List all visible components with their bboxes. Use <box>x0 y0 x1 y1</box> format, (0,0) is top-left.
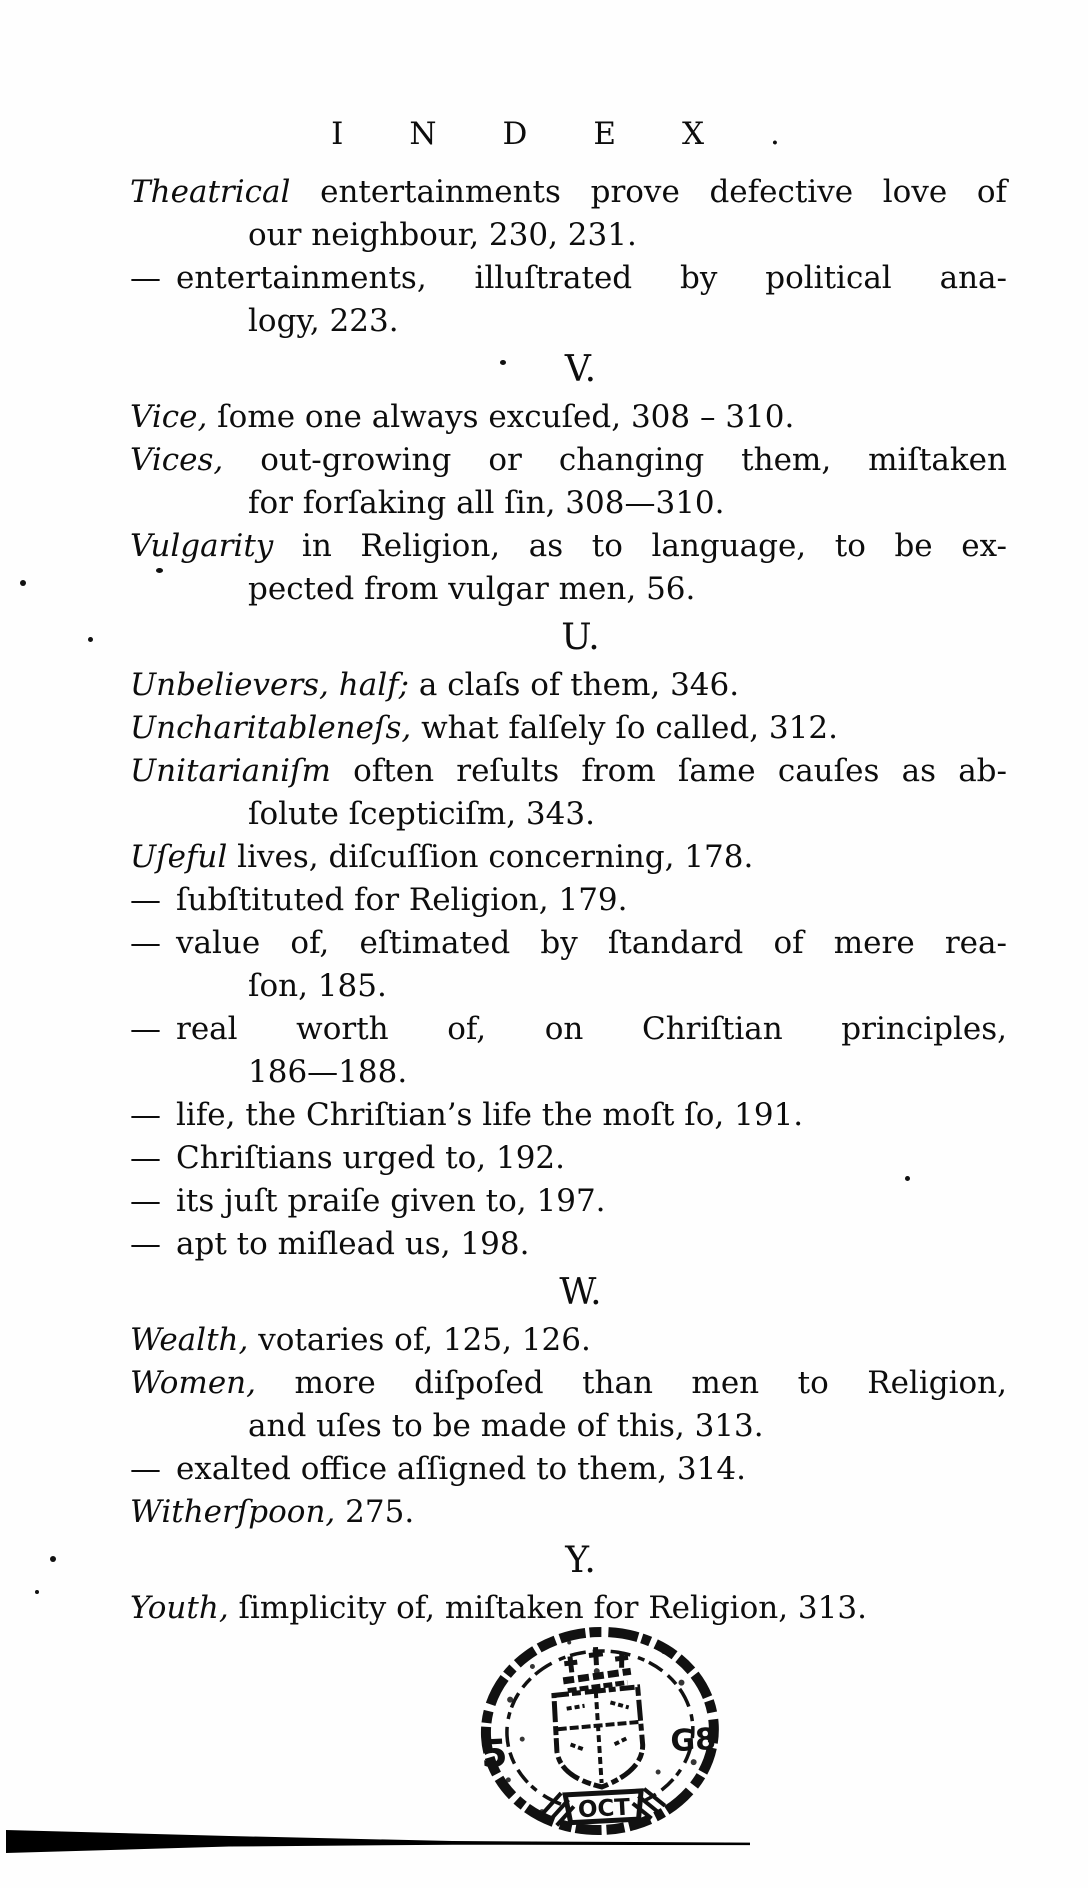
entry-text: ſolute ſcepticiſm, 343. <box>248 796 595 832</box>
entry-text: in Religion, as to language, to be ex- <box>273 528 1007 564</box>
index-line <box>130 922 1007 965</box>
entry-headword: Youth, <box>130 1590 229 1626</box>
library-stamp-icon <box>478 1624 722 1846</box>
entry-text: 186—188. <box>248 1054 408 1090</box>
section-heading: V. <box>564 349 597 390</box>
entry-dash: — <box>130 1451 159 1487</box>
index-line <box>130 1008 1007 1051</box>
entry-headword: Unitarianiſm <box>130 753 331 789</box>
index-line <box>130 750 1007 793</box>
entry-headword: Vice, <box>130 399 208 435</box>
entry-text: lives, diſcuſſion concerning, 178. <box>227 839 754 875</box>
index-line <box>130 793 1007 836</box>
index-line <box>130 1180 1007 1223</box>
entry-headword: Uncharitableneſs, <box>130 710 412 746</box>
index-line <box>130 1491 1007 1534</box>
index-line <box>130 1319 1007 1362</box>
ink-speck <box>500 360 506 365</box>
index-line <box>130 396 1007 439</box>
index-line <box>130 439 1007 482</box>
entry-text: more diſpoſed than men to Religion, <box>255 1365 1007 1401</box>
entry-headword: Unbelievers, half; <box>130 667 410 703</box>
entry-text: Chriſtians urged to, 192. <box>176 1140 565 1176</box>
stamp-left-number: 5 <box>479 1730 509 1777</box>
index-line <box>130 525 1007 568</box>
entry-text: ſome one always excuſed, 308 – 310. <box>207 399 795 435</box>
entry-text: its juſt praiſe given to, 197. <box>176 1183 606 1219</box>
index-line <box>130 879 1007 922</box>
entry-dash: — <box>130 260 159 296</box>
index-sections <box>130 171 1007 1630</box>
index-line <box>130 1051 1007 1094</box>
entry-dash: — <box>130 925 159 961</box>
entry-headword: Uſeful <box>130 839 228 875</box>
index-line <box>130 1094 1007 1137</box>
entry-headword: Vulgarity <box>130 528 274 564</box>
entry-text: real worth of, on Chriſtian principles, <box>176 1011 1007 1047</box>
index-line <box>130 214 1007 257</box>
entry-text: votaries of, 125, 126. <box>248 1322 591 1358</box>
entry-text: for forſaking all ſin, 308—310. <box>248 485 725 521</box>
entry-text: a claſs of them, 346. <box>409 667 740 703</box>
entry-headword: Women, <box>130 1365 256 1401</box>
index-line <box>130 568 1007 611</box>
index-line <box>130 257 1007 300</box>
entry-text: entertainments, illuſtrated by political ana- <box>176 260 1007 296</box>
entry-text: out-growing or changing them, miſtaken <box>223 442 1007 478</box>
index-section <box>130 1270 1007 1534</box>
entry-text: and uſes to be made of this, 313. <box>248 1408 764 1444</box>
section-heading: W. <box>559 1272 602 1313</box>
index-line <box>130 664 1007 707</box>
index-line <box>130 171 1007 214</box>
entry-dash: — <box>130 1226 159 1262</box>
stamp-month: OCT <box>577 1794 631 1824</box>
ink-speck <box>905 1176 910 1181</box>
entry-dash: — <box>130 1011 159 1047</box>
entry-text: exalted office aſſigned to them, 314. <box>176 1451 746 1487</box>
entry-dash: — <box>130 882 159 918</box>
entry-text: apt to miſlead us, 198. <box>176 1226 530 1262</box>
stamp-right-number: G8 <box>669 1721 717 1760</box>
entry-headword: Wealth, <box>130 1322 249 1358</box>
entry-text: our neighbour, 230, 231. <box>248 217 637 253</box>
index-line <box>130 1137 1007 1180</box>
text-column <box>130 112 1007 1630</box>
entry-text: pected from vulgar men, 56. <box>248 571 696 607</box>
entry-text: ſubſtituted for Religion, 179. <box>176 882 628 918</box>
index-line <box>130 1223 1007 1266</box>
index-line <box>130 1448 1007 1491</box>
entry-text: life, the Chriſtian’s life the moſt ſo, 191. <box>176 1097 804 1133</box>
section-heading: Y. <box>565 1540 596 1581</box>
index-line <box>130 707 1007 750</box>
index-section <box>130 347 1007 611</box>
entry-text: ſon, 185. <box>248 968 387 1004</box>
ink-speck <box>156 568 163 573</box>
entry-text: ſimplicity of, miſtaken for Religion, 313. <box>228 1590 867 1626</box>
index-line <box>130 300 1007 343</box>
ink-speck <box>50 1556 56 1562</box>
entry-dash: — <box>130 1097 159 1133</box>
section-heading: U. <box>561 617 600 658</box>
index-line <box>130 836 1007 879</box>
shield-icon <box>554 1687 645 1789</box>
entry-text: logy, 223. <box>248 303 399 339</box>
entry-dash: — <box>130 1183 159 1219</box>
index-section <box>130 171 1007 343</box>
entry-text: entertainments prove defective love of <box>290 174 1007 210</box>
page-title: INDEX. <box>331 116 846 152</box>
entry-text: what falſely ſo called, 312. <box>411 710 838 746</box>
entry-dash: — <box>130 1140 159 1176</box>
ink-speck <box>88 637 93 642</box>
index-line <box>130 482 1007 525</box>
index-line <box>130 1362 1007 1405</box>
entry-headword: Witherſpoon, <box>130 1494 336 1530</box>
entry-headword: Vices, <box>130 442 224 478</box>
entry-text: often reſults from ſame cauſes as ab- <box>330 753 1007 789</box>
ink-speck <box>35 1590 39 1594</box>
entry-text: value of, eſtimated by ſtandard of mere rea- <box>176 925 1007 961</box>
index-section <box>130 615 1007 1266</box>
entry-text: 275. <box>335 1494 415 1530</box>
entry-headword: Theatrical <box>130 174 291 210</box>
index-section <box>130 1538 1007 1630</box>
ink-speck <box>20 580 26 586</box>
stamp-inner-ring <box>503 1646 697 1816</box>
index-line <box>130 1405 1007 1448</box>
index-line <box>130 965 1007 1008</box>
